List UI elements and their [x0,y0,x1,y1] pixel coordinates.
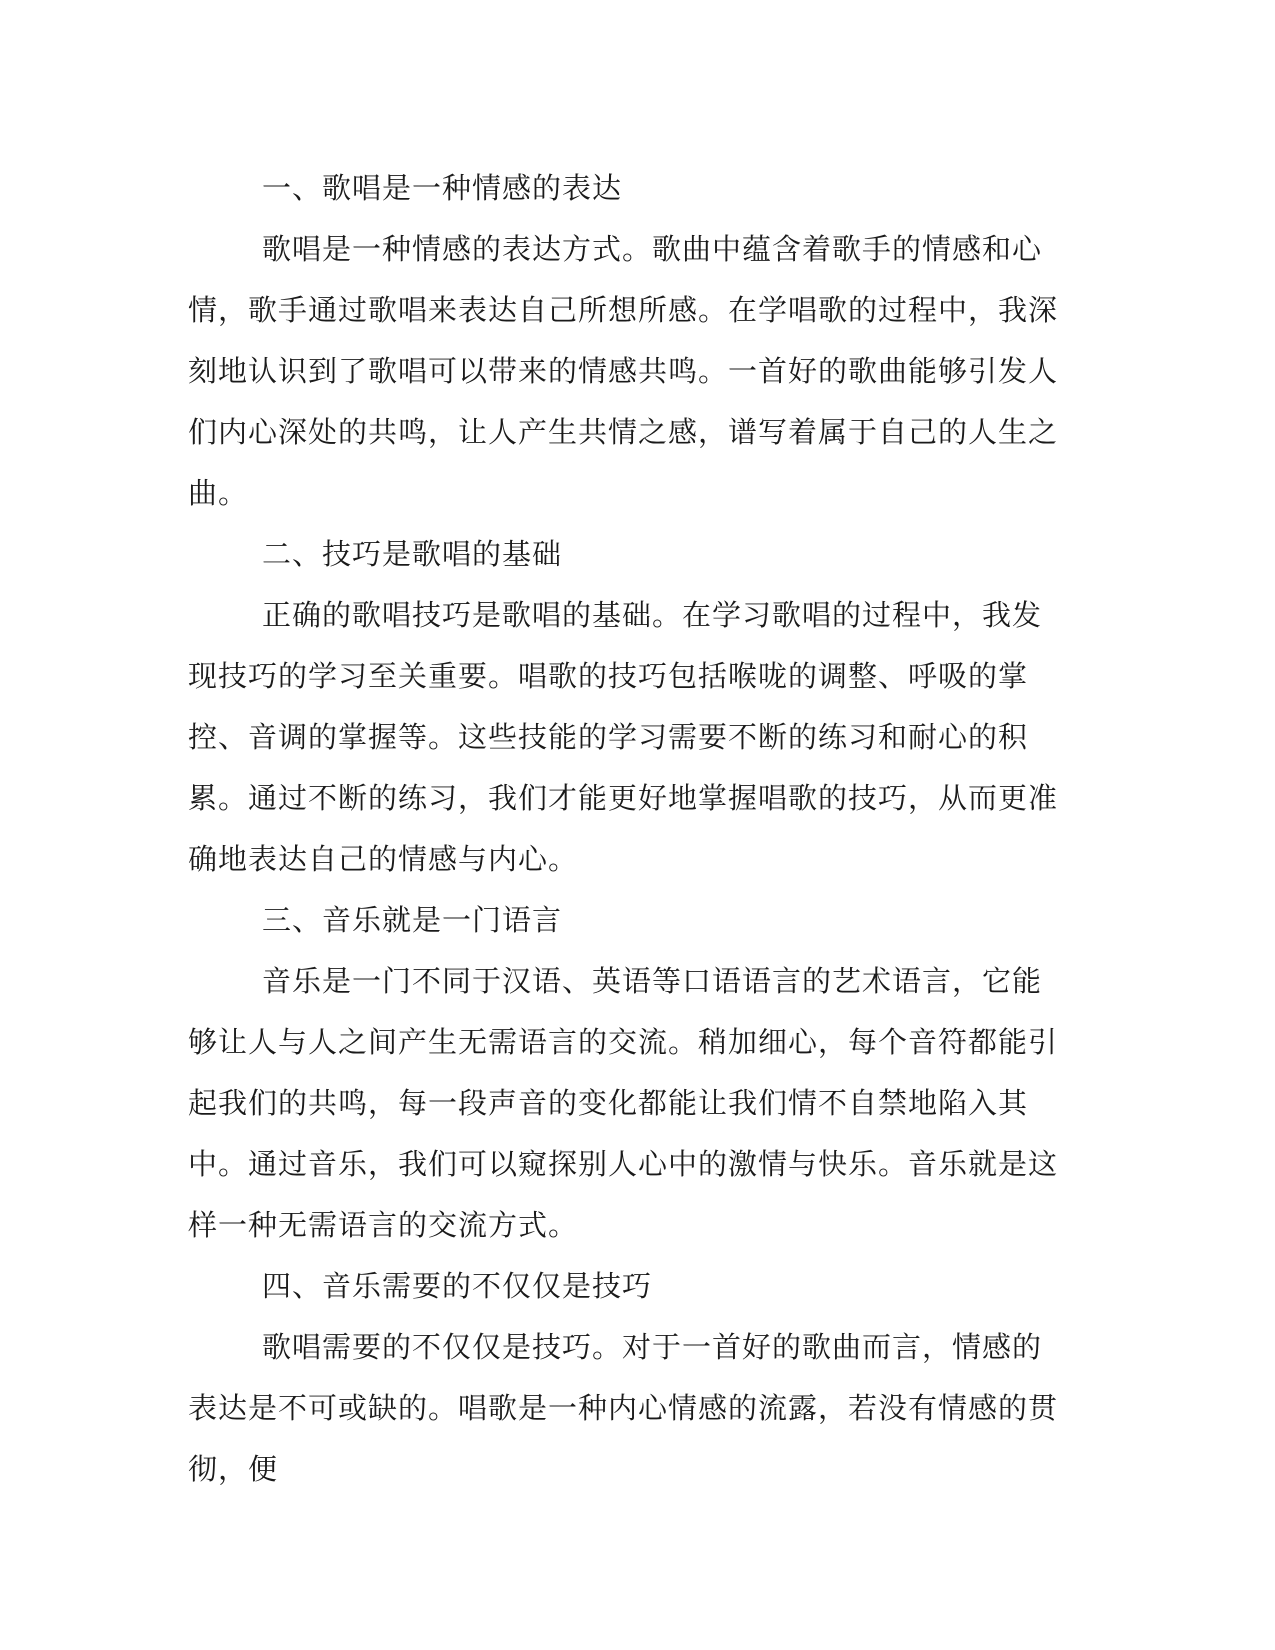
section-4-heading: 四、音乐需要的不仅仅是技巧 [262,1269,653,1303]
section-1-heading: 一、歌唱是一种情感的表达 [262,171,623,205]
section-3-paragraph: 音乐是一门不同于汉语、英语等口语语言的艺术语言，它能够让人与人之间产生无需语言的交流。稍加细心，每个音符都能引起我们的共鸣，每一段声音的变化都能让我们情不自禁地陷入其中。通过音乐，我们可以窥探别人心中的激情与快乐。音乐就是这样一种无需语言的交流方式。 [188,964,1059,1242]
section-3-heading: 三、音乐就是一门语言 [262,903,563,937]
section-2-heading: 二、技巧是歌唱的基础 [262,537,563,571]
document-body [188,158,1068,1500]
section-2-paragraph: 正确的歌唱技巧是歌唱的基础。在学习歌唱的过程中，我发现技巧的学习至关重要。唱歌的技巧包括喉咙的调整、呼吸的掌控、音调的掌握等。这些技能的学习需要不断的练习和耐心的积累。通过不断的练习，我们才能更好地掌握唱歌的技巧，从而更准确地表达自己的情感与内心。 [188,598,1059,876]
section-4-paragraph: 歌唱需要的不仅仅是技巧。对于一首好的歌曲而言，情感的表达是不可或缺的。唱歌是一种内心情感的流露，若没有情感的贯彻，便 [188,1330,1059,1486]
section-1-paragraph: 歌唱是一种情感的表达方式。歌曲中蕴含着歌手的情感和心情，歌手通过歌唱来表达自己所想所感。在学唱歌的过程中，我深刻地认识到了歌唱可以带来的情感共鸣。一首好的歌曲能够引发人们内心深处的共鸣，让人产生共情之感，谱写着属于自己的人生之曲。 [188,232,1059,510]
